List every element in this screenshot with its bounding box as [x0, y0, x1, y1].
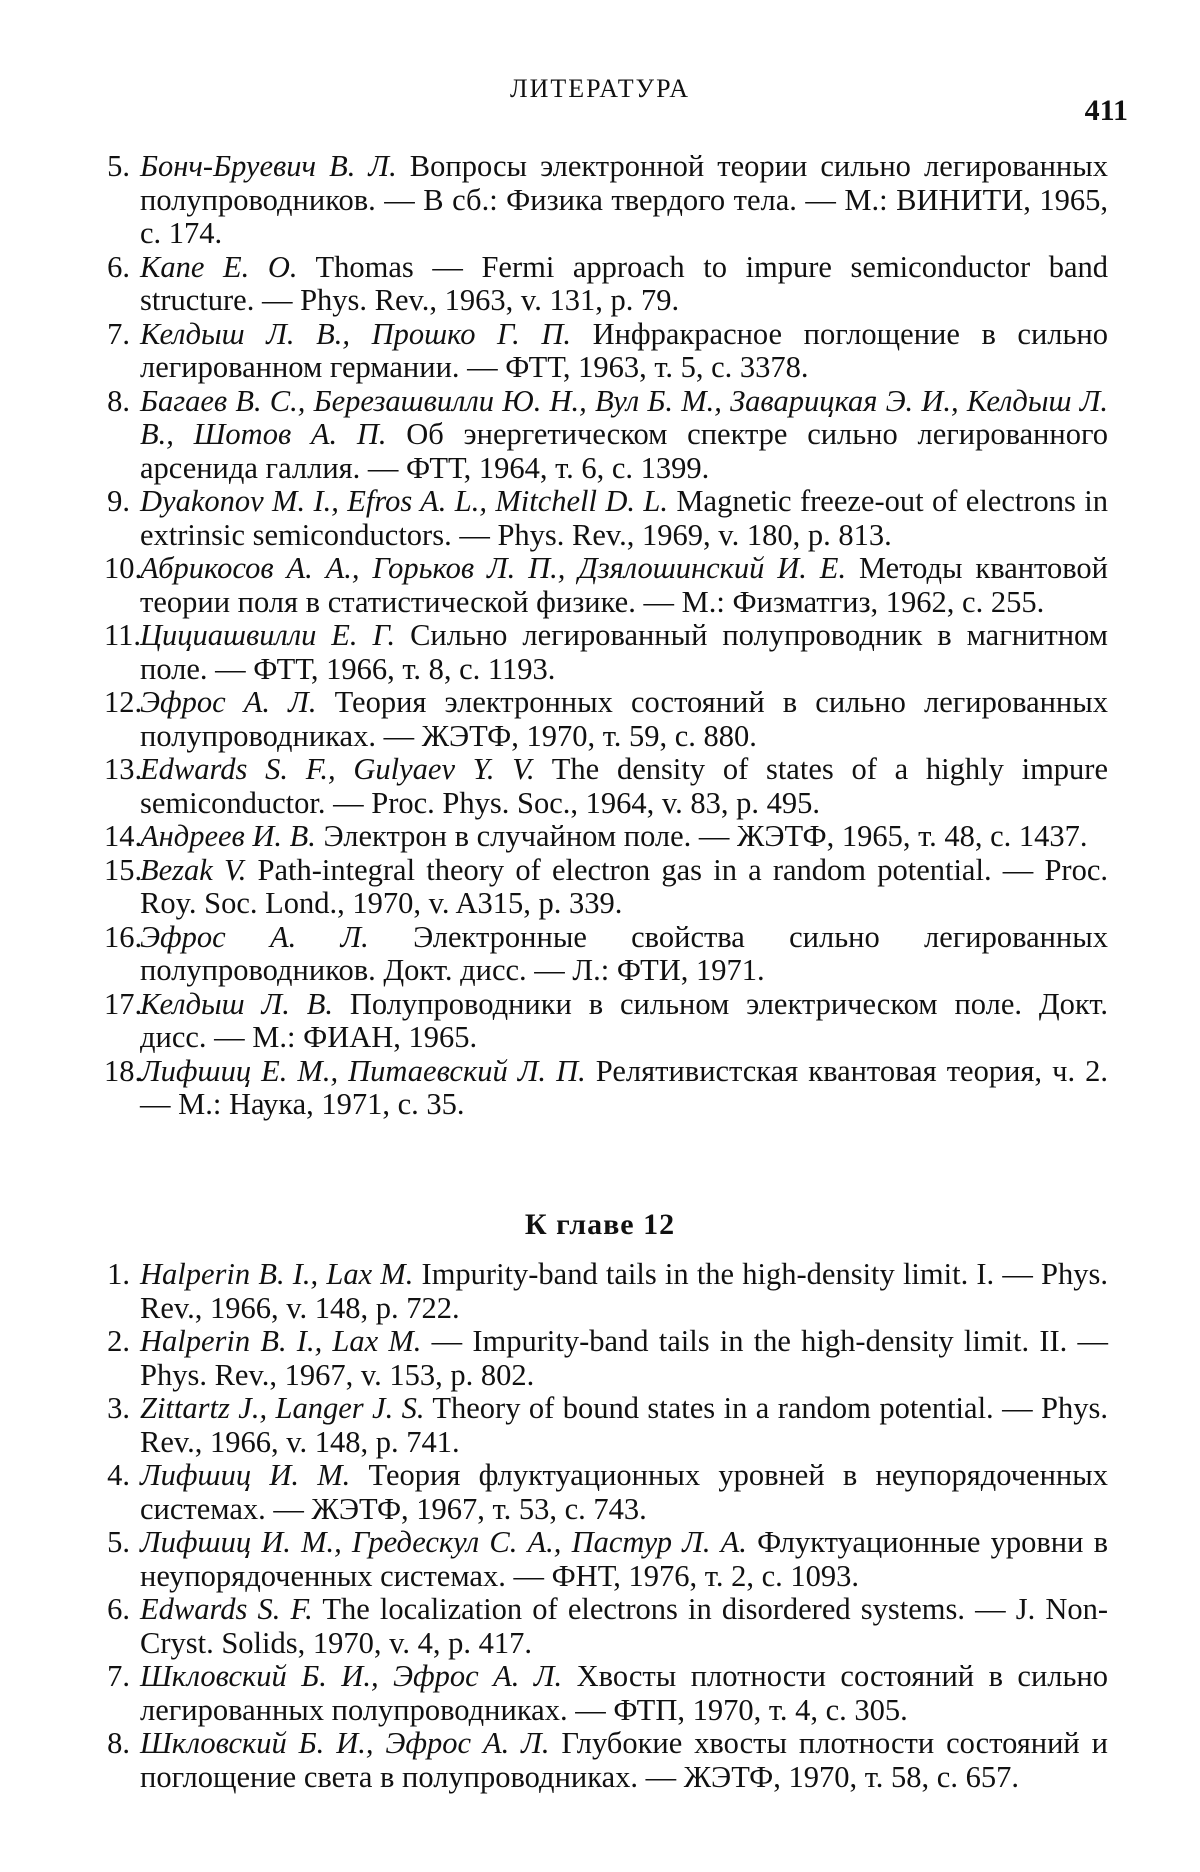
reference-number: 6. [107, 249, 130, 284]
reference-number: 9. [107, 484, 130, 518]
reference-authors: Zittartz J., Langer J. S. [140, 1391, 425, 1425]
reference-authors: Эфрос А. Л. [140, 685, 317, 719]
reference-number: 16. [104, 919, 143, 954]
reference-number: 11. [104, 618, 141, 652]
reference-authors: Halperin B. I., Lax M. [140, 1324, 422, 1358]
page-number: 411 [1084, 94, 1128, 127]
reference-details: Теория флуктуационных уровней в неупорядоченных системах. — ЖЭТФ, 1967, т. 53, с. 743. [140, 1458, 1108, 1526]
reference-details: Сильно легированный полупроводник в магнитном поле. — ФТТ, 1966, т. 8, с. 1193. [140, 618, 1108, 686]
reference-text [140, 988, 1108, 1055]
reference-text [140, 1325, 1108, 1392]
reference-authors: Эфрос А. Л. [140, 919, 369, 954]
reference-number: 18. [104, 1053, 143, 1088]
reference-details: Глубокие хвосты плотности состояний и поглощение света в полупроводниках. — ЖЭТФ, 1970, т. 58, с. 657. [140, 1726, 1108, 1794]
reference-text [140, 921, 1108, 988]
reference-details: Impurity-band tails in the high-density limit. I. — Phys. Rev., 1966, v. 148, p. 722. [140, 1257, 1109, 1325]
reference-text [140, 1526, 1108, 1593]
reference-authors: Лифшиц Е. М., Питаевский Л. П. [140, 1053, 586, 1088]
reference-authors: Келдыш Л. В. [140, 986, 333, 1021]
reference-details: The localization of electrons in disordered systems. — J. Non-Cryst. Solids, 1970, v. 4, p. 417. [140, 1592, 1108, 1660]
reference-details: Хвосты плотности состояний в сильно легированных полупроводниках. — ФТП, 1970, т. 4, с. 305. [140, 1659, 1108, 1727]
reference-number: 4. [107, 1458, 130, 1492]
reference-entry [104, 921, 1108, 988]
reference-text [140, 1459, 1108, 1526]
reference-authors: Halperin B. I., Lax M. [140, 1257, 414, 1291]
running-header: ЛИТЕРАТУРА [510, 74, 690, 103]
reference-text [140, 1258, 1108, 1325]
reference-text [140, 753, 1108, 820]
reference-details: Полупроводники в сильном электрическом поле. Докт. дисс. — М.: ФИАН, 1965. [140, 986, 1108, 1054]
reference-entry [104, 1593, 1108, 1660]
reference-list-chapter-12 [104, 1258, 1108, 1794]
reference-number: 12. [104, 685, 143, 719]
reference-number: 1. [107, 1257, 130, 1291]
reference-number: 7. [107, 1659, 130, 1693]
reference-text [140, 485, 1108, 552]
reference-text [140, 854, 1108, 921]
reference-text [140, 251, 1108, 318]
reference-text [140, 552, 1108, 619]
reference-details: — Impurity-band tails in the high-density limit. II. — Phys. Rev., 1967, v. 153, p. 802. [140, 1324, 1108, 1392]
reference-text [140, 1660, 1108, 1727]
reference-text [140, 318, 1108, 385]
reference-number: 3. [107, 1391, 130, 1425]
reference-authors: Цициашвилли Е. Г. [140, 618, 396, 652]
reference-entry [104, 820, 1108, 854]
reference-number: 8. [107, 383, 130, 418]
reference-details: Magnetic freeze-out of electrons in extrinsic semiconductors. — Phys. Rev., 1969, v. 180, p. 813. [140, 484, 1108, 552]
reference-authors: Edwards S. F., Gulyaev Y. V. [140, 752, 535, 786]
reference-text [140, 1055, 1108, 1122]
reference-text [140, 1593, 1108, 1660]
reference-details: Методы квантовой теории поля в статистической физике. — М.: Физматгиз, 1962, с. 255. [140, 551, 1109, 619]
reference-number: 6. [107, 1592, 130, 1626]
reference-text [140, 1392, 1108, 1459]
reference-entry [104, 1660, 1108, 1727]
section-heading: К главе 12 [524, 1208, 676, 1241]
reference-authors: Edwards S. F. [140, 1592, 313, 1626]
reference-entry [104, 619, 1108, 686]
reference-entry [104, 385, 1108, 486]
reference-entry [104, 1055, 1108, 1122]
reference-entry [104, 753, 1108, 820]
reference-entry [104, 251, 1108, 318]
reference-details: Теория электронных состояний в сильно легированных полупроводниках. — ЖЭТФ, 1970, т. 59, с. 880. [140, 685, 1109, 753]
reference-authors: Kane E. O. [140, 249, 298, 284]
reference-details: Инфракрасное поглощение в сильно легированном германии. — ФТТ, 1963, т. 5, с. 3378. [140, 316, 1108, 384]
reference-authors: Абрикосов А. А., Горьков Л. П., Дзялошинский И. Е. [140, 551, 847, 585]
reference-text [140, 150, 1108, 251]
reference-number: 15. [104, 852, 143, 887]
reference-number: 5. [107, 1525, 130, 1559]
reference-details: Thomas — Fermi approach to impure semiconductor band structure. — Phys. Rev., 1963, v. 131, p. 79. [140, 249, 1108, 317]
reference-details: Релятивистская квантовая теория, ч. 2. — М.: Наука, 1971, с. 35. [140, 1053, 1108, 1121]
reference-number: 13. [104, 752, 143, 786]
reference-authors: Bezak V. [140, 852, 247, 887]
reference-entry [104, 1459, 1108, 1526]
reference-entry [104, 1258, 1108, 1325]
reference-authors: Андреев И. В. [140, 819, 316, 853]
reference-entry [104, 686, 1108, 753]
reference-authors: Dyakonov M. I., Efros A. L., Mitchell D. L. [140, 484, 669, 518]
reference-entry [104, 485, 1108, 552]
reference-number: 17. [104, 986, 143, 1021]
reference-number: 14. [104, 819, 143, 853]
reference-authors: Келдыш Л. В., Прошко Г. П. [140, 316, 571, 351]
reference-text [140, 1727, 1108, 1794]
reference-number: 10. [104, 551, 143, 585]
reference-details: The density of states of a highly impure semiconductor. — Proc. Phys. Soc., 1964, v. 83, p. 495. [140, 752, 1108, 820]
reference-entry [104, 552, 1108, 619]
reference-entry [104, 1325, 1108, 1392]
reference-text [140, 619, 1108, 686]
reference-text [140, 820, 1108, 854]
reference-entry [104, 1727, 1108, 1794]
reference-details: Электрон в случайном поле. — ЖЭТФ, 1965, т. 48, с. 1437. [315, 819, 1088, 853]
reference-details: Об энергетическом спектре сильно легированного арсенида галлия. — ФТТ, 1964, т. 6, с. 1399. [140, 417, 1108, 485]
reference-list [104, 150, 1108, 1122]
reference-details: Флуктуационные уровни в неупорядоченных системах. — ФНТ, 1976, т. 2, с. 1093. [140, 1525, 1109, 1593]
reference-entry [104, 318, 1108, 385]
reference-number: 7. [107, 316, 130, 351]
reference-text [140, 385, 1108, 486]
reference-authors: Бонч-Бруевич В. Л. [140, 149, 397, 183]
reference-details: Электронные свойства сильно легированных полупроводников. Докт. дисс. — Л.: ФТИ, 1971. [140, 919, 1108, 987]
reference-text [140, 686, 1108, 753]
reference-authors: Лифшиц И. М., Гредескул С. А., Пастур Л. А. [140, 1525, 747, 1559]
reference-details: Theory of bound states in a random potential. — Phys. Rev., 1966, v. 148, p. 741. [140, 1391, 1108, 1459]
reference-authors: Багаев В. С., Березашвилли Ю. Н., Вул Б. М., Заварицкая Э. И., Келдыш Л. В., Шотов А. П. [140, 383, 1108, 451]
reference-entry [104, 854, 1108, 921]
reference-authors: Шкловский Б. И., Эфрос А. Л. [140, 1726, 550, 1760]
reference-authors: Лифшиц И. М. [140, 1458, 351, 1492]
reference-entry [104, 1392, 1108, 1459]
reference-number: 8. [107, 1726, 130, 1760]
reference-details: Path-integral theory of electron gas in a random potential. — Proc. Roy. Soc. Lond., 1970, v. A315, p. 339. [140, 852, 1108, 920]
reference-entry [104, 988, 1108, 1055]
reference-entry [104, 150, 1108, 251]
reference-number: 5. [107, 149, 130, 183]
reference-number: 2. [107, 1324, 130, 1358]
reference-authors: Шкловский Б. И., Эфрос А. Л. [140, 1659, 563, 1693]
reference-entry [104, 1526, 1108, 1593]
reference-details: Вопросы электронной теории сильно легированных полупроводников. — В сб.: Физика твердого тела. — М.: ВИНИТИ, 1965, с. 174. [140, 149, 1108, 250]
